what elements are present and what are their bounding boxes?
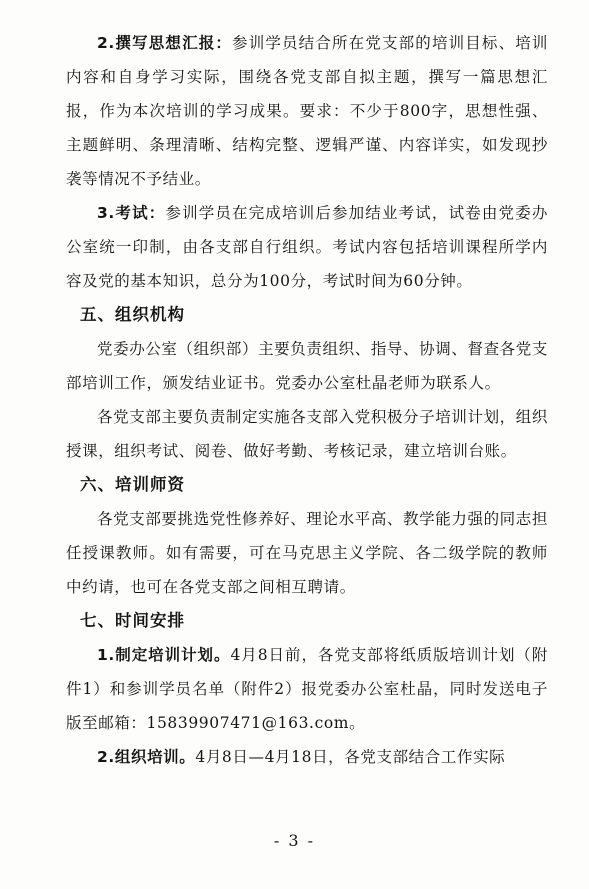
section-heading-teachers: 六、培训师资 — [80, 475, 185, 494]
paragraph-party-office: 党委办公室（组织部）主要负责组织、指导、协调、督查各党支部培训工作，颁发结业证书。党委办公室杜晶老师为联系人。 — [66, 340, 548, 392]
paragraph-training-plan — [66, 638, 548, 740]
item-3-lead: 3.考试： — [97, 204, 166, 222]
schedule-2-text: 4月8日—4月18日，各党支部结合工作实际 — [195, 748, 506, 766]
schedule-1-text: 4月8日前，各党支部将纸质版培训计划（附件1）和参训学员名单（附件2）报党委办公室杜晶，同时发送电子版至邮箱：15839907471@163.com。 — [66, 646, 548, 732]
schedule-1-lead: 1.制定培训计划。 — [97, 646, 231, 664]
paragraph-exam — [66, 196, 548, 298]
paragraph-teachers: 各党支部要挑选党性修养好、理论水平高、教学能力强的同志担任授课教师。如有需要，可在马克思主义学院、各二级学院的教师中约请，也可在各党支部之间相互聘请。 — [66, 510, 548, 596]
item-2-lead: 2.撰写思想汇报： — [97, 34, 233, 52]
item-2-text: 参训学员结合所在党支部的培训目标、培训内容和自身学习实际，围绕各党支部自拟主题，撰写一篇思想汇报，作为本次培训的学习成果。要求：不少于800字，思想性强、主题鲜明、条理清晰、结构完整、逻辑严谨、内容详实，如发现抄袭等情况不予结业。 — [66, 34, 548, 188]
paragraph-thought-report — [66, 26, 548, 196]
section-heading-schedule: 七、时间安排 — [80, 611, 185, 630]
schedule-2-lead: 2.组织培训。 — [97, 748, 196, 766]
document-body — [66, 26, 548, 774]
section-heading-organization: 五、组织机构 — [80, 305, 185, 324]
item-3-text: 参训学员在完成培训后参加结业考试，试卷由党委办公室统一印制，由各支部自行组织。考试内容包括培训课程所学内容及党的基本知识，总分为100分，考试时间为60分钟。 — [66, 204, 548, 290]
page-number: - 3 - — [273, 831, 316, 850]
paragraph-organize-training — [66, 740, 548, 774]
paragraph-branch-duties: 各党支部主要负责制定实施各支部入党积极分子培训计划，组织授课，组织考试、阅卷、做好考勤、考核记录，建立培训台账。 — [66, 408, 548, 460]
